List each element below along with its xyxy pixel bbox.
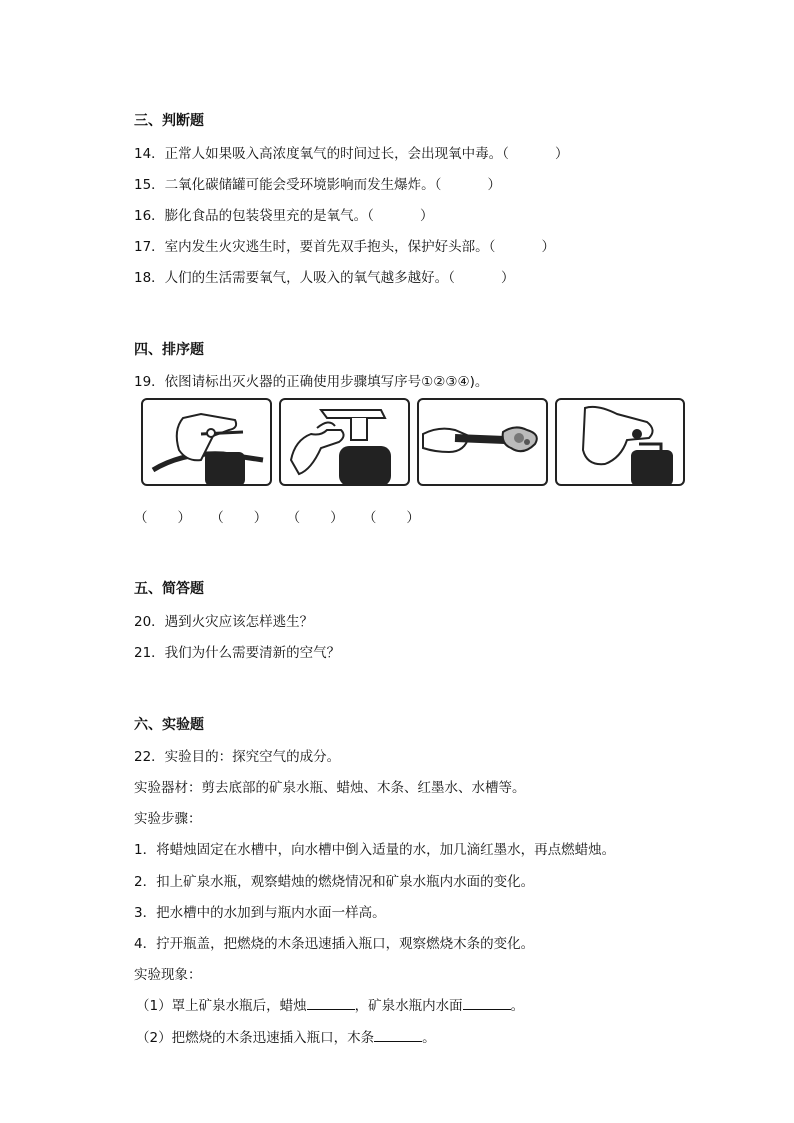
experiment-step-2: 2．扣上矿泉水瓶，观察蜡烛的燃烧情况和矿泉水瓶内水面的变化。 [134,874,535,890]
section-5-title: 五、简答题 [134,581,204,597]
extinguisher-illustration-4 [557,400,682,484]
experiment-step-4: 4．拧开瓶盖，把燃烧的木条迅速插入瓶口，观察燃烧木条的变化。 [134,936,535,952]
experiment-purpose: 22．实验目的：探究空气的成分。 [134,749,341,765]
extinguisher-panel-2 [279,398,410,486]
phenomenon-1-blank-a[interactable] [307,997,355,1010]
extinguisher-illustration-2 [281,400,407,484]
question-20: 20．遇到火灾应该怎样逃生？ [134,614,314,630]
order-answer-2[interactable]: （ ） [210,510,268,526]
extinguisher-steps-figure [141,398,686,490]
experiment-phenomena-title: 实验现象： [134,967,202,983]
question-17: 17．室内发生火灾逃生时，要首先双手抱头，保护好头部。（ ） [134,239,555,255]
phenomenon-1: （1）罩上矿泉水瓶后，蜡烛 ，矿泉水瓶内水面 。 [136,998,525,1014]
question-21: 21．我们为什么需要清新的空气？ [134,645,341,661]
order-answer-row [134,506,435,526]
extinguisher-panel-3 [417,398,548,486]
question-19: 19．依图请标出灭火器的正确使用步骤填写序号①②③④)。 [134,374,489,390]
order-answer-1[interactable]: （ ） [134,510,191,526]
experiment-materials: 实验器材：剪去底部的矿泉水瓶、蜡烛、木条、红墨水、水槽等。 [134,780,526,796]
order-answer-4[interactable]: （ ） [362,510,420,526]
phenomenon-1-blank-b[interactable] [463,997,511,1010]
extinguisher-panel-1 [141,398,272,486]
phenomenon-2-blank[interactable] [374,1029,422,1042]
question-16: 16．膨化食品的包装袋里充的是氧气。（ ） [134,208,434,224]
question-15: 15．二氧化碳储罐可能会受环境影响而发生爆炸。（ ） [134,177,501,193]
section-6-title: 六、实验题 [134,717,204,733]
experiment-step-3: 3．把水槽中的水加到与瓶内水面一样高。 [134,905,386,921]
extinguisher-illustration-1 [143,400,269,484]
section-4-title: 四、排序题 [134,342,204,358]
question-14: 14．正常人如果吸入高浓度氧气的时间过长，会出现氧中毒。（ ） [134,146,569,162]
order-answer-3[interactable]: （ ） [286,510,344,526]
phenomenon-2: （2）把燃烧的木条迅速插入瓶口，木条 。 [136,1030,436,1046]
section-3-title: 三、判断题 [134,113,204,129]
extinguisher-illustration-3 [419,400,545,484]
experiment-steps-title: 实验步骤： [134,811,202,827]
extinguisher-panel-4 [555,398,685,486]
question-18: 18．人们的生活需要氧气，人吸入的氧气越多越好。（ ） [134,270,515,286]
experiment-step-1: 1．将蜡烛固定在水槽中，向水槽中倒入适量的水，加几滴红墨水，再点燃蜡烛。 [134,842,616,858]
